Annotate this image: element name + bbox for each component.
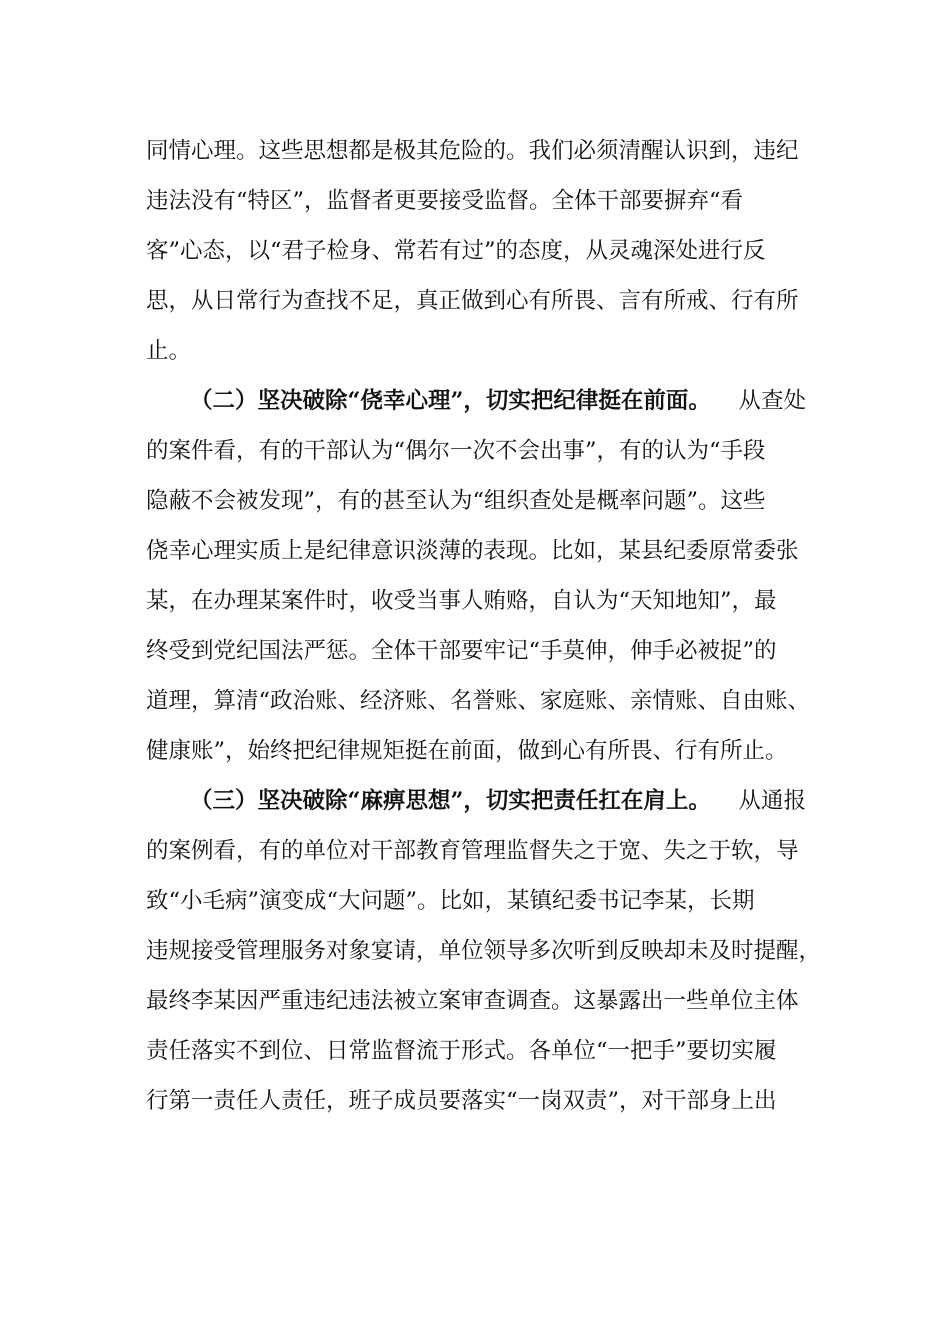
text-line: 致“小毛病”演变成“大问题”。比如，某镇纪委书记李某，长期 (146, 888, 755, 914)
text-line: 行第一责任人责任，班子成员要落实“一岗双责”，对干部身上出 (146, 1088, 777, 1114)
section-heading-line (190, 786, 806, 816)
text-line: 隐蔽不会被发现”，有的甚至认为“组织查处是概率问题”。这些 (146, 488, 766, 514)
section-heading: （三）坚决破除“麻痹思想”，切实把责任扛在肩上。 (190, 788, 711, 814)
text-line: 客”心态，以“君子检身、常若有过”的态度，从灵魂深处进行反 (146, 238, 766, 264)
text-line: 的案例看，有的单位对干部教育管理监督失之于宽、失之于软，导 (146, 838, 799, 864)
text-line: 道理，算清“政治账、经济账、名誉账、家庭账、亲情账、自由账、 (146, 688, 811, 714)
text-line: 思，从日常行为查找不足，真正做到心有所畏、言有所戒、行有所 (146, 288, 799, 314)
text-line: 同情心理。这些思想都是极其危险的。我们必须清醒认识到，违纪 (146, 138, 799, 164)
text-span: 从查处 (738, 388, 806, 414)
text-line: 终受到党纪国法严惩。全体干部要牢记“手莫伸，伸手必被捉”的 (146, 638, 777, 664)
text-line: 止。 (146, 338, 192, 364)
text-line: 违规接受管理服务对象宴请，单位领导多次听到反映却未及时提醒， (146, 938, 822, 964)
text-line: 的案件看，有的干部认为“偶尔一次不会出事”，有的认为“手段 (146, 438, 766, 464)
text-line: 健康账”，始终把纪律规矩挺在前面，做到心有所畏、行有所止。 (146, 738, 788, 764)
text-line: 责任落实不到位、日常监督流于形式。各单位“一把手”要切实履 (146, 1038, 777, 1064)
text-line: 侥幸心理实质上是纪律意识淡薄的表现。比如，某县纪委原常委张 (146, 538, 799, 564)
section-heading-line (190, 386, 806, 416)
text-line: 某，在办理某案件时，收受当事人贿赂，自认为“天知地知”，最 (146, 588, 777, 614)
text-line: 违法没有“特区”，监督者更要接受监督。全体干部要摒弃“看 (146, 188, 744, 214)
text-span: 从通报 (738, 788, 806, 814)
section-heading: （二）坚决破除“侥幸心理”，切实把纪律挺在前面。 (190, 388, 711, 414)
text-line: 最终李某因严重违纪违法被立案审查调查。这暴露出一些单位主体 (146, 988, 799, 1014)
